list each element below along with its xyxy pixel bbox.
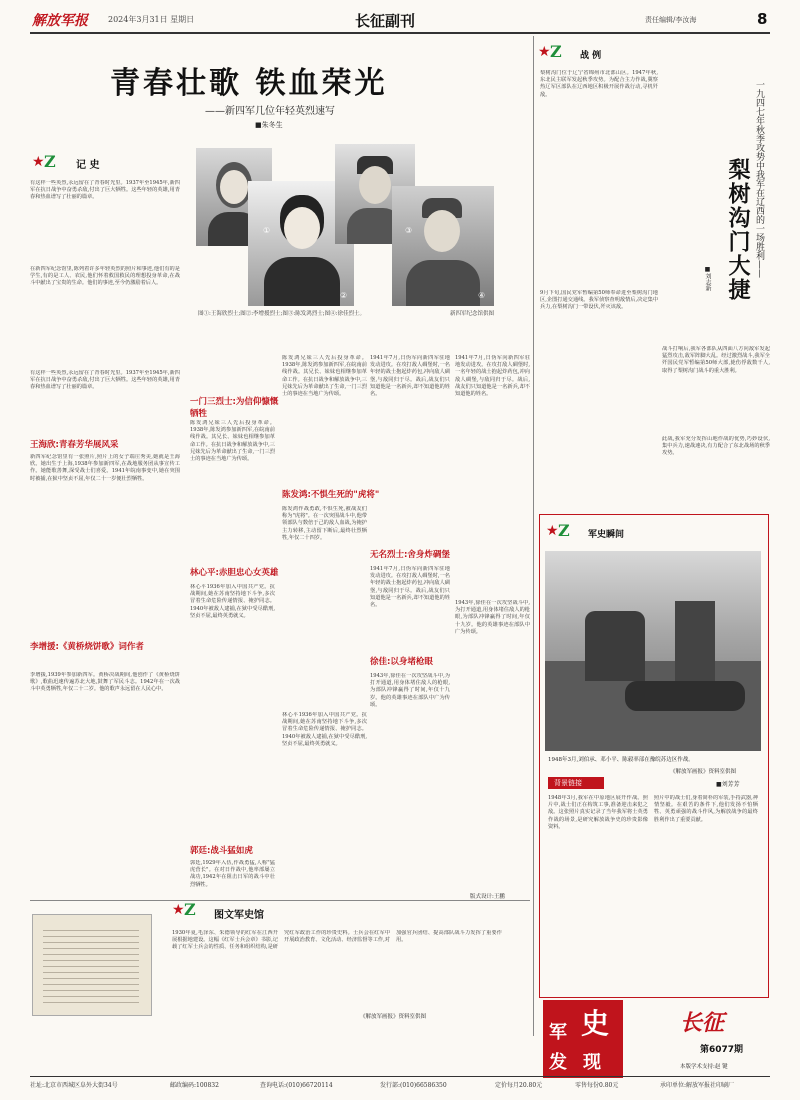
zhanli-body-4: 此战,我军充分发挥山地作战的优势,巧妙设伏,集中兵力,速战速决,有力配合了东北战场的秋季攻势。	[662, 436, 770, 457]
chenfahong-body: 陈发鸿作战勇敢,不惧生死,被战友们称为"虎将"。在一次突围战斗中,他带领部队与数倍于己的敌人血战,为掩护主力转移,主动留下断后,最终壮烈牺牲,年仅二十四岁。	[282, 506, 367, 541]
tuwen-book-image	[32, 914, 152, 1016]
stamp-char-1: 史	[581, 1007, 610, 1040]
junshi-box	[539, 514, 769, 998]
footer-printer: 承印单位:解放军报社印刷厂	[660, 1082, 735, 1089]
xujia-body-continued: 1943年,徐佳在一次攻坚战斗中,为打开通道,用身体堵住敌人的枪眼,为部队冲锋赢得了时间,年仅十九岁。他的英雄事迹在部队中广为传颂。	[455, 600, 530, 635]
yimen-title: 一门三烈士:为信仰慷慨牺牲	[190, 397, 279, 419]
bg-link-author: ■刘芳芳	[716, 781, 740, 788]
zhanli-label: 战 例	[580, 51, 602, 61]
guoting-body: 郭廷,1929年入伍,作战勇猛,人称"猛虎营长"。在对日作战中,他率部屡立战功,1942年在阻击日军的战斗中壮烈牺牲。	[190, 860, 275, 888]
history-photo	[545, 551, 761, 751]
star-icon: ★	[172, 902, 185, 918]
zhanli-body-2: 9月下旬,国民党军暂编第50师奉命进至梨树沟门地区,企图打通交通线。我军侦察查明敌情后,决定集中兵力,在梨树沟门一带设伏,歼灭该敌。	[540, 290, 658, 311]
linxinping-title: 林心平:赤胆忠心女英雄	[190, 568, 279, 578]
xujia-body: 1943年,徐佳在一次攻坚战斗中,为打开通道,用身体堵住敌人的枪眼,为部队冲锋赢得了时间,年仅十九岁。他的英雄事迹在部队中广为传颂。	[370, 673, 450, 708]
tuwen-divider	[30, 900, 530, 901]
layout-credit: 版式设计:王鹏	[470, 894, 505, 900]
zhanli-body-3: 战斗打响后,我军各部队从四面八方向敌军发起猛烈攻击,敌军阵脚大乱。经过激烈战斗,我军全歼国民党军暂编第50师大部,毙伤俘敌数千人,取得了梨树沟门战斗的重大胜利。	[662, 346, 770, 374]
photo-label-1: ①	[263, 226, 271, 235]
tuwen-badge	[172, 902, 208, 920]
masthead-rule	[30, 32, 770, 34]
stamp-char-4: 现	[583, 1052, 601, 1073]
paper-name: 解放军报	[32, 13, 88, 29]
lizengyuan-body: 李增援,1939年参加新四军。黄桥决战期间,他创作了《黄桥烧饼歌》,歌曲迅速传遍苏北大地,鼓舞了军民斗志。1942年在一次战斗中英勇牺牲,年仅二十二岁。他的歌声永远留在人民心中。	[30, 672, 180, 693]
zhanli-section	[536, 36, 772, 556]
zhanli-author: ■刘志新	[704, 266, 711, 291]
stamp-char-2: 军	[549, 1022, 567, 1043]
zhanli-badge	[538, 44, 574, 62]
zhanli-body-1: 梨树沟门位于辽宁省锦州市北部山区。1947年秋,东北民主联军发起秋季攻势。为配合主力作战,冀察热辽军区部队在辽西地区积极开展作战行动,寻机歼敌。	[540, 70, 658, 98]
z-logo-icon: Z	[550, 42, 562, 61]
jizhi-label: 记 史	[76, 160, 100, 171]
subheadline: ——新四军几位年轻英烈速写	[205, 106, 335, 117]
linxinping-body-continued: 林心平1936年加入中国共产党。抗战期间,她在苏南坚持地下斗争,多次冒着生命危险传递情报、掩护同志。1940年被敌人逮捕,在狱中受尽酷刑,坚贞不屈,最终英勇就义。	[282, 712, 367, 747]
headline: 青春壮歌 铁血荣光	[110, 66, 388, 101]
photo-credit: 新四军纪念馆供图	[450, 311, 495, 317]
bg-link-body-2: 照片中的战士们,身着简朴的军装,手持武器,神情坚毅。在艰苦的条件下,他们发扬不怕牺牲、英勇顽强的战斗作风,为解放战争的最终胜利作出了重要贡献。	[654, 795, 758, 823]
jizhi-paragraph-3: 有这样一些英烈,永远留在了青春时光里。1937年至1945年,新四军在抗日战争中奋勇杀敌,付出了巨大牺牲。这些年轻的英雄,用青春和热血谱写了壮丽的篇章。	[30, 370, 180, 391]
jizhi-paragraph-2: 在新四军纪念馆里,陈列着许多年轻英烈的照片和事迹,他们有的是学生,有的是工人、农民,他们怀着救国救民的理想投身革命,在战斗中献出了宝贵的生命。他们的事迹,至今仍激励着后人。	[30, 266, 180, 287]
bg-link-label: 背景链接	[554, 779, 582, 787]
footer	[30, 1080, 770, 1092]
lizengyuan-title: 李增援:《黄桥烧饼歌》词作者	[30, 642, 144, 652]
section-title: 长征副刊	[355, 12, 416, 30]
bg-link-body-1: 1948年3月,我军在中原地区展开作战。照片中,战士们正在构筑工事,准备迎击来犯之敌。这张照片真实记录了当年我军将士英勇作战的场景,是研究解放战争史的珍贵影像资料。	[548, 795, 648, 830]
bg-link-badge	[548, 777, 604, 789]
history-photo-caption: 1948年3月,刘伯承、邓小平、陈毅率部在豫皖苏边区作战。	[548, 757, 694, 763]
tuwen-label: 图文军史馆	[214, 910, 264, 921]
history-photo-credit: 《解放军画报》资料室供图	[670, 769, 737, 775]
stamp-block	[543, 1000, 623, 1078]
jizhi-section	[30, 146, 182, 693]
jizhi-badge	[32, 154, 68, 172]
junshi-label: 军史瞬间	[588, 530, 625, 540]
footer-price-retail: 零售每份0.80元	[575, 1082, 619, 1089]
star-icon: ★	[538, 44, 551, 60]
wuming-intro: 1941年7月,日伪军向新四军驻地发动进攻。在攻打敌人碉堡时,一名年轻的战士抱起炸药包,冲向敌人碉堡,与敌同归于尽。战后,战友们只知道他是一名新兵,却不知道他的姓名。	[370, 355, 450, 398]
footer-tel: 查询电话:(010)66720114	[260, 1082, 333, 1089]
academic-support: 本版学术支持:赵 键	[680, 1064, 728, 1070]
linxinping-body: 林心平1936年加入中国共产党。抗战期间,她在苏南坚持地下斗争,多次冒着生命危险传递情报、掩护同志。1940年被敌人逮捕,在狱中受尽酷刑,坚贞不屈,最终英勇就义。	[190, 584, 275, 619]
changzheng-brand: 长征	[680, 1010, 725, 1036]
wuming-title: 无名烈士:舍身炸碉堡	[370, 550, 450, 560]
yimen-body-continued: 陈发鸿兄妹三人先后投身革命。1938年,陈发鸿参加新四军,在皖南前线作战。其兄长、妹妹也相继参加革命工作。在抗日战争和解放战争中,三兄妹先后为革命献出了生命,一门三烈士的事迹在当地广为传颂。	[282, 355, 367, 398]
photo-label-2: ②	[340, 291, 348, 300]
footer-rule	[30, 1076, 770, 1077]
portrait-photo-4	[392, 186, 494, 306]
junshi-badge	[546, 523, 582, 541]
photo-label-3: ③	[405, 226, 413, 235]
tuwen-caption: 《解放军画报》资料室供图	[360, 1014, 427, 1020]
z-logo-icon: Z	[184, 900, 196, 919]
zhanli-title: 梨树沟门大捷	[725, 158, 750, 302]
wanghaixin-body: 新四军纪念馆里有一张照片,照片上的女子端庄秀美,她就是王海欣。她出生于上海,1938年参加新四军,在战地服务团从事宣传工作。她能歌善舞,深受战士们喜爱。1941年皖南事变中,她在突围时被捕,在狱中坚贞不屈,年仅二十一岁便壮烈牺牲。	[30, 454, 180, 482]
z-logo-icon: Z	[558, 521, 570, 540]
editor: 责任编辑/李汝海	[645, 16, 697, 24]
yimen-body: 陈发鸿兄妹三人先后投身革命。1938年,陈发鸿参加新四军,在皖南前线作战。其兄长、妹妹也相继参加革命工作。在抗日战争和解放战争中,三兄妹先后为革命献出了生命,一门三烈士的事迹在当地广为传颂。	[190, 420, 275, 463]
masthead	[30, 8, 770, 32]
wuming-body: 1941年7月,日伪军向新四军驻地发动进攻。在攻打敌人碉堡时,一名年轻的战士抱起炸药包,冲向敌人碉堡,与敌同归于尽。战后,战友们只知道他是一名新兵,却不知道他的姓名。	[370, 566, 450, 609]
page-number: 8	[757, 10, 768, 28]
footer-price: 定价每月20.80元	[495, 1082, 543, 1089]
footer-postcode: 邮政编码:100832	[170, 1082, 219, 1089]
z-logo-icon: Z	[44, 152, 56, 171]
footer-fax: 发行部:(010)66586350	[380, 1082, 447, 1089]
zhanli-vertical-intro: 一九四七年秋季攻势中我军在辽西的一场胜利——	[754, 80, 764, 278]
date: 2024年3月31日 星期日	[108, 15, 195, 24]
tuwen-section	[30, 900, 530, 1020]
wanghaixin-title: 王海欣:青春芳华展风采	[30, 440, 119, 450]
wuming-body-continued: 1941年7月,日伪军向新四军驻地发动进攻。在攻打敌人碉堡时,一名年轻的战士抱起炸药包,冲向敌人碉堡,与敌同归于尽。战后,战友们只知道他是一名新兵,却不知道他的姓名。	[455, 355, 530, 398]
photo-caption: 图①:王海欣烈士;图②:李增援烈士;图③:陈发鸿烈士;图④:徐佳烈士。	[198, 311, 365, 317]
tuwen-body: 1930年夏,毛泽东、朱德领导的红军在江西开展根据地建设。这幅《红军士兵会章》书影,记载了红军士兵会的性质、任务和组织结构,是研究红军政治工作的珍贵史料。士兵会在红军中开展政治教育、文化活动、经济监督等工作,对加强官兵团结、提高部队战斗力发挥了重要作用。	[172, 930, 502, 951]
stamp-char-3: 发	[549, 1052, 567, 1073]
star-icon: ★	[32, 154, 45, 170]
footer-address: 社址:北京市西城区阜外大街34号	[30, 1082, 118, 1089]
chenfahong-title: 陈发鸿:不惧生死的"虎将"	[282, 490, 380, 500]
column-divider	[533, 36, 534, 1036]
jizhi-paragraph-1: 有这样一些英烈,永远留在了青春时光里。1937年至1945年,新四军在抗日战争中奋勇杀敌,付出了巨大牺牲。这些年轻的英雄,用青春和热血谱写了壮丽的篇章。	[30, 180, 180, 201]
photo-label-4: ④	[478, 291, 486, 300]
xujia-title: 徐佳:以身堵枪眼	[370, 657, 433, 667]
star-icon: ★	[546, 523, 559, 539]
author: ■朱冬生	[255, 121, 283, 129]
guoting-title: 郭廷:战斗猛如虎	[190, 846, 253, 856]
issue-number: 第6077期	[700, 1045, 744, 1055]
